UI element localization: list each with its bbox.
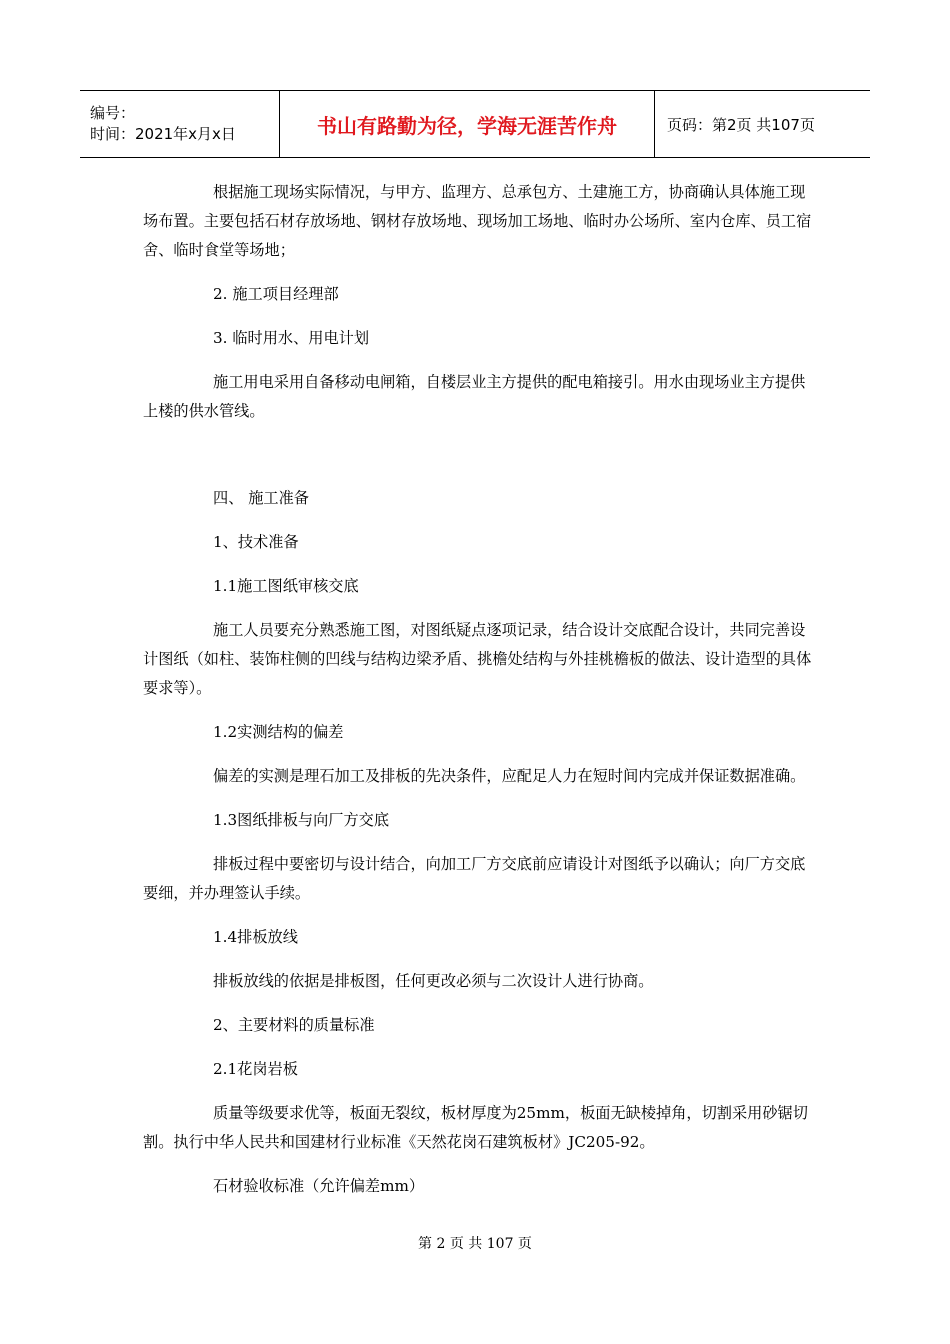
header-left-cell bbox=[80, 91, 280, 157]
paragraph: 根据施工现场实际情况，与甲方、监理方、总承包方、土建施工方，协商确认具体施工现场布置。主要包括石材存放场地、钢材存放场地、现场加工场地、临时办公场所、室内仓库、员工宿舍、临时食堂等场地； bbox=[143, 183, 812, 259]
document-body bbox=[143, 178, 819, 1201]
paragraph: 施工用电采用自备移动电闸箱，自楼层业主方提供的配电箱接引。用水由现场业主方提供上楼的供水管线。 bbox=[143, 373, 806, 420]
subsection-heading: 2.1花岗岩板 bbox=[213, 1060, 298, 1078]
section-heading: 四、 施工准备 bbox=[213, 489, 309, 507]
subsection-heading: 1.1施工图纸审核交底 bbox=[213, 577, 359, 595]
document-header bbox=[80, 90, 870, 158]
time-label: 时间：2021年x月x日 bbox=[90, 125, 236, 143]
paragraph: 排板放线的依据是排板图，任何更改必须与二次设计人进行协商。 bbox=[213, 972, 654, 990]
header-motto-cell bbox=[280, 91, 655, 157]
paragraph: 2. 施工项目经理部 bbox=[213, 285, 339, 303]
page-footer bbox=[0, 1233, 950, 1253]
paragraph: 质量等级要求优等，板面无裂纹，板材厚度为25mm，板面无缺棱掉角，切割采用砂锯切割。执行中华人民共和国建材行业标准《天然花岗石建筑板材》JC205-92。 bbox=[143, 1104, 808, 1151]
subsection-heading: 2、主要材料的质量标准 bbox=[213, 1016, 375, 1034]
footer-page-number: 第 2 页 共 107 页 bbox=[418, 1236, 532, 1252]
paragraph: 施工人员要充分熟悉施工图，对图纸疑点逐项记录，结合设计交底配合设计，共同完善设计图纸（如柱、装饰柱侧的凹线与结构边梁矛盾、挑檐处结构与外挂桃檐板的做法、设计造型的具体要求等）。 bbox=[143, 621, 812, 697]
header-page-cell bbox=[655, 91, 870, 157]
subsection-heading: 1、技术准备 bbox=[213, 533, 299, 551]
paragraph: 排板过程中要密切与设计结合，向加工厂方交底前应请设计对图纸予以确认；向厂方交底要细，并办理签认手续。 bbox=[143, 855, 806, 902]
subsection-heading: 1.4排板放线 bbox=[213, 928, 298, 946]
subsection-heading: 1.2实测结构的偏差 bbox=[213, 723, 344, 741]
paragraph: 偏差的实测是理石加工及排板的先决条件，应配足人力在短时间内完成并保证数据准确。 bbox=[213, 767, 806, 785]
page-info: 页码：第2页 共107页 bbox=[667, 115, 815, 134]
paragraph: 3. 临时用水、用电计划 bbox=[213, 329, 370, 347]
motto-text: 书山有路勤为径，学海无涯苦作舟 bbox=[317, 113, 617, 138]
number-label: 编号： bbox=[90, 104, 136, 122]
paragraph: 石材验收标准（允许偏差mm） bbox=[213, 1177, 425, 1195]
subsection-heading: 1.3图纸排板与向厂方交底 bbox=[213, 811, 390, 829]
